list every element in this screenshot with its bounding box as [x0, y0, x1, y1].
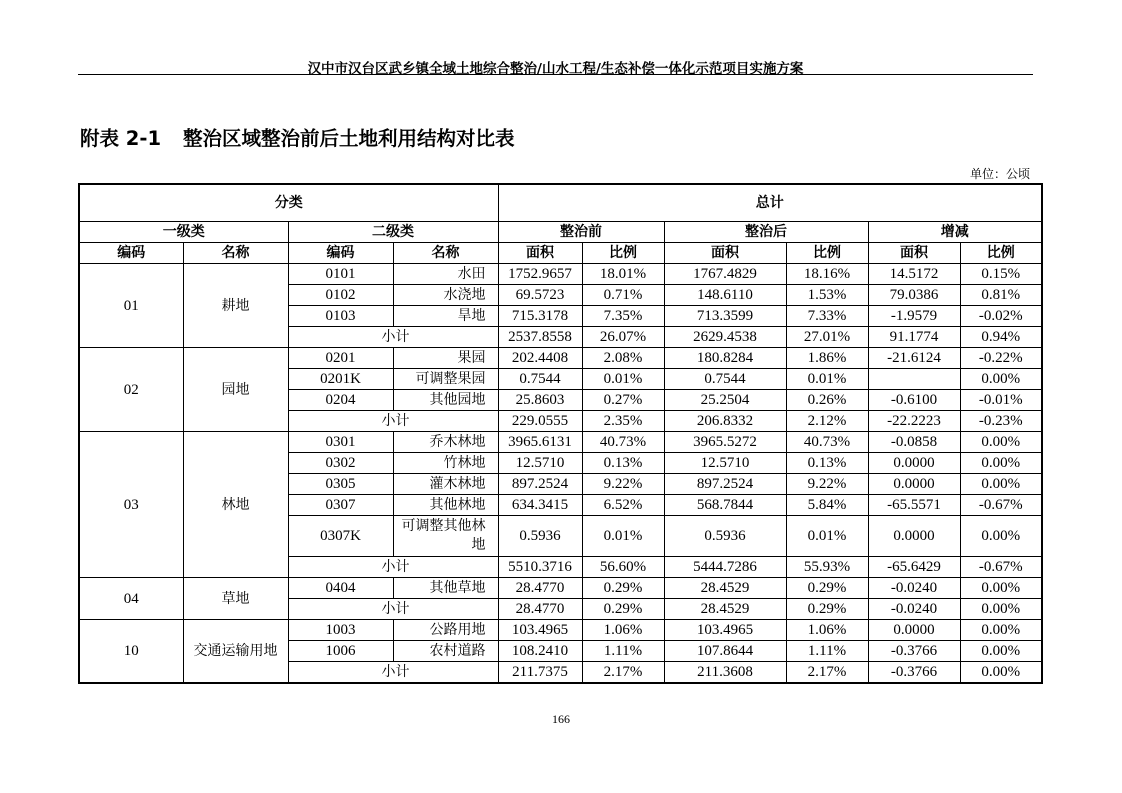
row-name: 果园	[393, 348, 498, 369]
change-area: -0.0240	[868, 578, 960, 599]
after-ratio: 0.13%	[786, 453, 868, 474]
land-use-comparison-table	[78, 183, 1043, 684]
before-ratio: 0.29%	[582, 599, 664, 620]
subtotal-label: 小计	[288, 599, 498, 620]
change-ratio: -0.23%	[960, 411, 1042, 432]
header-after-area: 面积	[664, 243, 786, 264]
after-ratio: 18.16%	[786, 264, 868, 285]
change-ratio: 0.94%	[960, 327, 1042, 348]
table-number: 附表 2-1	[80, 127, 162, 150]
row-code: 1006	[288, 641, 393, 662]
before-ratio: 2.08%	[582, 348, 664, 369]
group-name: 草地	[183, 578, 288, 620]
before-area: 634.3415	[498, 495, 582, 516]
table-header	[79, 184, 1042, 264]
document-header-title: 汉中市汉台区武乡镇全域土地综合整治/山水工程/生态补偿一体化示范项目实施方案	[307, 61, 804, 77]
before-ratio: 0.01%	[582, 516, 664, 557]
after-area: 180.8284	[664, 348, 786, 369]
table-row	[79, 348, 1042, 369]
before-ratio: 18.01%	[582, 264, 664, 285]
after-ratio: 0.26%	[786, 390, 868, 411]
change-area: 0.0000	[868, 453, 960, 474]
header-level2-code: 编码	[288, 243, 393, 264]
header-before-ratio: 比例	[582, 243, 664, 264]
before-ratio: 2.17%	[582, 662, 664, 684]
group-name: 林地	[183, 432, 288, 578]
before-ratio: 40.73%	[582, 432, 664, 453]
row-code: 0201K	[288, 369, 393, 390]
change-area: -65.6429	[868, 557, 960, 578]
after-area: 3965.5272	[664, 432, 786, 453]
before-area: 103.4965	[498, 620, 582, 641]
table-row	[79, 432, 1042, 453]
row-code: 0307K	[288, 516, 393, 557]
row-code: 0307	[288, 495, 393, 516]
change-ratio: -0.02%	[960, 306, 1042, 327]
after-area: 211.3608	[664, 662, 786, 684]
row-name: 灌木林地	[393, 474, 498, 495]
after-area: 206.8332	[664, 411, 786, 432]
change-ratio: 0.00%	[960, 474, 1042, 495]
subtotal-label: 小计	[288, 411, 498, 432]
before-area: 2537.8558	[498, 327, 582, 348]
before-area: 3965.6131	[498, 432, 582, 453]
after-ratio: 40.73%	[786, 432, 868, 453]
change-ratio: 0.00%	[960, 369, 1042, 390]
before-area: 25.8603	[498, 390, 582, 411]
row-code: 0204	[288, 390, 393, 411]
row-name: 其他草地	[393, 578, 498, 599]
after-area: 12.5710	[664, 453, 786, 474]
header-after: 整治后	[664, 222, 868, 243]
before-area: 108.2410	[498, 641, 582, 662]
header-level1-name: 名称	[183, 243, 288, 264]
before-ratio: 0.13%	[582, 453, 664, 474]
before-ratio: 1.06%	[582, 620, 664, 641]
change-area: -1.9579	[868, 306, 960, 327]
row-name: 公路用地	[393, 620, 498, 641]
after-area: 103.4965	[664, 620, 786, 641]
change-area: -0.3766	[868, 641, 960, 662]
before-area: 12.5710	[498, 453, 582, 474]
after-area: 5444.7286	[664, 557, 786, 578]
group-name: 园地	[183, 348, 288, 432]
table-body	[79, 264, 1042, 684]
table-title-text: 整治区域整治前后土地利用结构对比表	[183, 127, 515, 150]
header-after-ratio: 比例	[786, 243, 868, 264]
before-ratio: 1.11%	[582, 641, 664, 662]
after-ratio: 5.84%	[786, 495, 868, 516]
before-ratio: 56.60%	[582, 557, 664, 578]
subtotal-label: 小计	[288, 327, 498, 348]
before-area: 897.2524	[498, 474, 582, 495]
change-area: -65.5571	[868, 495, 960, 516]
change-ratio: 0.00%	[960, 516, 1042, 557]
header-before-area: 面积	[498, 243, 582, 264]
change-area: -21.6124	[868, 348, 960, 369]
subtotal-label: 小计	[288, 662, 498, 684]
header-level1: 一级类	[79, 222, 288, 243]
row-code: 0201	[288, 348, 393, 369]
change-ratio: -0.67%	[960, 495, 1042, 516]
header-total: 总计	[498, 184, 1042, 222]
change-area	[868, 369, 960, 390]
row-name: 乔木林地	[393, 432, 498, 453]
after-area: 0.7544	[664, 369, 786, 390]
change-area: 79.0386	[868, 285, 960, 306]
header-classification: 分类	[79, 184, 498, 222]
row-name: 可调整其他林地	[393, 516, 498, 557]
row-code: 0101	[288, 264, 393, 285]
after-area: 897.2524	[664, 474, 786, 495]
header-level1-code: 编码	[79, 243, 183, 264]
change-ratio: 0.00%	[960, 432, 1042, 453]
change-ratio: -0.67%	[960, 557, 1042, 578]
row-code: 0302	[288, 453, 393, 474]
after-area: 107.8644	[664, 641, 786, 662]
after-ratio: 0.29%	[786, 599, 868, 620]
before-area: 202.4408	[498, 348, 582, 369]
unit-label: 单位：公顷	[969, 167, 1030, 181]
after-ratio: 7.33%	[786, 306, 868, 327]
after-ratio: 9.22%	[786, 474, 868, 495]
row-name: 水田	[393, 264, 498, 285]
before-area: 211.7375	[498, 662, 582, 684]
after-area: 28.4529	[664, 599, 786, 620]
row-name: 农村道路	[393, 641, 498, 662]
before-ratio: 0.01%	[582, 369, 664, 390]
after-ratio: 27.01%	[786, 327, 868, 348]
header-level2: 二级类	[288, 222, 498, 243]
after-ratio: 1.06%	[786, 620, 868, 641]
after-area: 1767.4829	[664, 264, 786, 285]
change-area: 14.5172	[868, 264, 960, 285]
change-area: 0.0000	[868, 474, 960, 495]
before-area: 28.4770	[498, 599, 582, 620]
row-name: 旱地	[393, 306, 498, 327]
header-change: 增减	[868, 222, 1042, 243]
before-area: 0.5936	[498, 516, 582, 557]
before-ratio: 2.35%	[582, 411, 664, 432]
header-before: 整治前	[498, 222, 664, 243]
after-ratio: 1.86%	[786, 348, 868, 369]
header-divider	[78, 74, 1033, 75]
before-ratio: 0.29%	[582, 578, 664, 599]
before-area: 28.4770	[498, 578, 582, 599]
header-change-area: 面积	[868, 243, 960, 264]
row-code: 0404	[288, 578, 393, 599]
after-ratio: 55.93%	[786, 557, 868, 578]
after-ratio: 0.01%	[786, 369, 868, 390]
group-code: 03	[79, 432, 183, 578]
change-area: -0.6100	[868, 390, 960, 411]
change-area: -0.0240	[868, 599, 960, 620]
after-area: 568.7844	[664, 495, 786, 516]
after-ratio: 2.17%	[786, 662, 868, 684]
table-row	[79, 264, 1042, 285]
row-code: 0305	[288, 474, 393, 495]
after-area: 2629.4538	[664, 327, 786, 348]
subtotal-label: 小计	[288, 557, 498, 578]
change-ratio: 0.00%	[960, 641, 1042, 662]
after-area: 0.5936	[664, 516, 786, 557]
row-name: 水浇地	[393, 285, 498, 306]
after-ratio: 1.11%	[786, 641, 868, 662]
before-area: 5510.3716	[498, 557, 582, 578]
change-area: 0.0000	[868, 516, 960, 557]
row-code: 0103	[288, 306, 393, 327]
change-ratio: 0.00%	[960, 453, 1042, 474]
before-area: 229.0555	[498, 411, 582, 432]
row-code: 1003	[288, 620, 393, 641]
after-area: 148.6110	[664, 285, 786, 306]
page-number: 166	[552, 712, 570, 726]
before-ratio: 0.71%	[582, 285, 664, 306]
table-title	[80, 123, 515, 151]
header-change-ratio: 比例	[960, 243, 1042, 264]
change-ratio: 0.00%	[960, 578, 1042, 599]
row-name: 其他林地	[393, 495, 498, 516]
after-ratio: 0.01%	[786, 516, 868, 557]
change-area: 91.1774	[868, 327, 960, 348]
before-ratio: 7.35%	[582, 306, 664, 327]
change-ratio: -0.01%	[960, 390, 1042, 411]
group-code: 02	[79, 348, 183, 432]
group-code: 04	[79, 578, 183, 620]
row-code: 0102	[288, 285, 393, 306]
before-area: 69.5723	[498, 285, 582, 306]
before-area: 0.7544	[498, 369, 582, 390]
change-ratio: 0.00%	[960, 662, 1042, 684]
group-code: 01	[79, 264, 183, 348]
change-ratio: 0.00%	[960, 620, 1042, 641]
after-area: 28.4529	[664, 578, 786, 599]
before-area: 715.3178	[498, 306, 582, 327]
change-ratio: 0.81%	[960, 285, 1042, 306]
table-row	[79, 620, 1042, 641]
before-ratio: 6.52%	[582, 495, 664, 516]
change-area: -0.3766	[868, 662, 960, 684]
table-row	[79, 578, 1042, 599]
change-area: -22.2223	[868, 411, 960, 432]
after-ratio: 1.53%	[786, 285, 868, 306]
change-area: 0.0000	[868, 620, 960, 641]
row-code: 0301	[288, 432, 393, 453]
group-code: 10	[79, 620, 183, 684]
row-name: 可调整果园	[393, 369, 498, 390]
before-ratio: 9.22%	[582, 474, 664, 495]
row-name: 竹林地	[393, 453, 498, 474]
change-ratio: -0.22%	[960, 348, 1042, 369]
group-name: 交通运输用地	[183, 620, 288, 684]
before-ratio: 26.07%	[582, 327, 664, 348]
after-ratio: 0.29%	[786, 578, 868, 599]
change-ratio: 0.15%	[960, 264, 1042, 285]
row-name: 其他园地	[393, 390, 498, 411]
before-area: 1752.9657	[498, 264, 582, 285]
header-level2-name: 名称	[393, 243, 498, 264]
group-name: 耕地	[183, 264, 288, 348]
before-ratio: 0.27%	[582, 390, 664, 411]
after-ratio: 2.12%	[786, 411, 868, 432]
after-area: 25.2504	[664, 390, 786, 411]
change-area: -0.0858	[868, 432, 960, 453]
change-ratio: 0.00%	[960, 599, 1042, 620]
after-area: 713.3599	[664, 306, 786, 327]
